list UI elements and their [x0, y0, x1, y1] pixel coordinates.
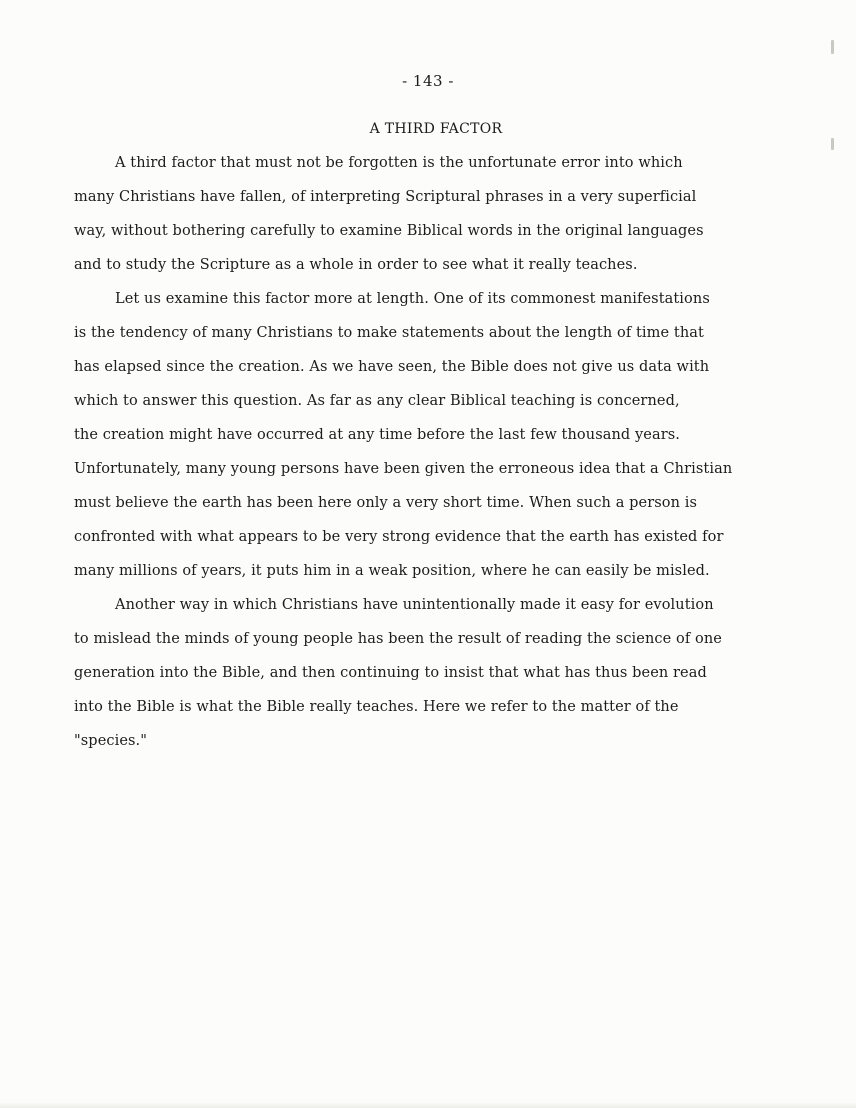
paragraph-1-line-4: and to study the Scripture as a whole in order to see what it really teaches.	[74, 257, 638, 273]
paragraph-3-line-5: "species."	[74, 733, 148, 749]
paragraph-2-line-3: has elapsed since the creation. As we have seen, the Bible does not give us data with	[74, 359, 710, 375]
paragraph-3-line-1: Another way in which Christians have unintentionally made it easy for evolution	[115, 597, 714, 613]
paragraph-2-line-6: Unfortunately, many young persons have been given the erroneous idea that a Christian	[74, 461, 733, 477]
paragraph-1-line-3: way, without bothering carefully to examine Biblical words in the original languages	[74, 223, 704, 239]
paragraph-2-line-7: must believe the earth has been here only a very short time. When such a person is	[74, 495, 698, 511]
paragraph-3-line-2: to mislead the minds of young people has been the result of reading the science of one	[74, 631, 722, 647]
paragraph-2-line-4: which to answer this question. As far as any clear Biblical teaching is concerned,	[74, 393, 680, 409]
paragraph-1-line-1: A third factor that must not be forgotten is the unfortunate error into which	[115, 155, 683, 171]
paragraph-3-line-4: into the Bible is what the Bible really teaches. Here we refer to the matter of the	[74, 699, 679, 715]
scan-speck	[831, 138, 834, 150]
paragraph-2-line-2: is the tendency of many Christians to make statements about the length of time that	[74, 325, 704, 341]
paragraph-2-line-9: many millions of years, it puts him in a weak position, where he can easily be misled.	[74, 563, 710, 579]
scan-speck	[831, 40, 834, 54]
page-bottom-edge	[0, 1102, 856, 1108]
section-heading: A THIRD FACTOR	[369, 121, 503, 137]
paragraph-1-line-2: many Christians have fallen, of interpreting Scriptural phrases in a very superficial	[74, 189, 697, 205]
paragraph-3-line-3: generation into the Bible, and then continuing to insist that what has thus been read	[74, 665, 707, 681]
page-number: - 143 -	[402, 72, 454, 90]
paragraph-2-line-8: confronted with what appears to be very strong evidence that the earth has existed for	[74, 529, 724, 545]
paragraph-2-line-1: Let us examine this factor more at length. One of its commonest manifestations	[115, 291, 710, 307]
paragraph-2-line-5: the creation might have occurred at any time before the last few thousand years.	[74, 427, 681, 443]
